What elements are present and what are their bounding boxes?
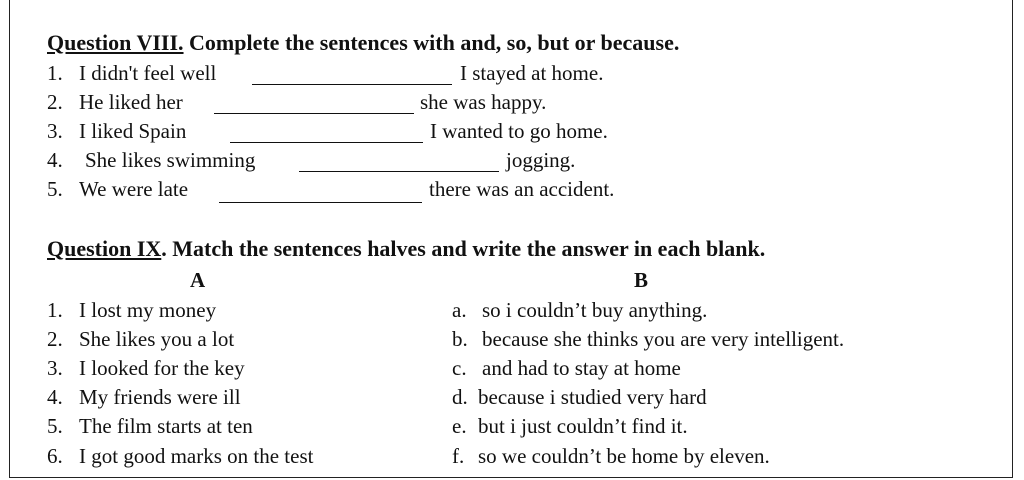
column-b-heading: B xyxy=(634,268,649,292)
item-text: but i just couldn’t find it. xyxy=(478,414,688,438)
sentence-start: She likes swimming xyxy=(85,148,256,172)
column-a-heading: A xyxy=(190,268,206,292)
q9-title xyxy=(47,236,765,262)
answer-blank[interactable] xyxy=(214,113,414,114)
item-letter: c. xyxy=(452,356,467,380)
q8-instruction: Complete the sentences with and, so, but or because. xyxy=(189,30,680,55)
item-text: because i studied very hard xyxy=(478,385,707,409)
item-text: because she thinks you are very intelligent. xyxy=(482,327,845,351)
item-text: I looked for the key xyxy=(79,356,245,380)
item-text: so i couldn’t buy anything. xyxy=(482,298,708,322)
sentence-start: I liked Spain xyxy=(79,119,187,143)
sentence-start: We were late xyxy=(79,177,189,201)
item-number: 2. xyxy=(47,90,63,114)
item-letter: a. xyxy=(452,298,467,322)
item-letter: f. xyxy=(452,444,465,468)
item-number: 3. xyxy=(47,119,63,143)
item-number: 1. xyxy=(47,298,63,322)
item-number: 2. xyxy=(47,327,63,351)
item-number: 3. xyxy=(47,356,63,380)
item-text: My friends were ill xyxy=(79,385,241,409)
item-text: The film starts at ten xyxy=(79,414,253,438)
item-text: I got good marks on the test xyxy=(79,444,314,468)
answer-blank[interactable] xyxy=(299,171,499,172)
item-text: so we couldn’t be home by eleven. xyxy=(478,444,770,468)
q8-item-5-end: there was an accident. xyxy=(429,177,615,201)
answer-blank[interactable] xyxy=(230,142,423,143)
item-number: 5. xyxy=(47,177,63,201)
item-number: 5. xyxy=(47,414,63,438)
item-letter: b. xyxy=(452,327,468,351)
sentence-start: I didn't feel well xyxy=(79,61,217,85)
q8-label: Question VIII. xyxy=(47,30,184,55)
item-number: 4. xyxy=(47,148,63,172)
item-number: 4. xyxy=(47,385,63,409)
q8-item-3-end: I wanted to go home. xyxy=(430,119,608,143)
item-text: She likes you a lot xyxy=(79,327,235,351)
item-letter: d. xyxy=(452,385,468,409)
q8-title xyxy=(47,30,679,56)
q8-item-2-end: she was happy. xyxy=(420,90,547,114)
item-number: 6. xyxy=(47,444,63,468)
item-text: and had to stay at home xyxy=(482,356,681,380)
answer-blank[interactable] xyxy=(252,84,452,85)
q9-label: Question IX xyxy=(47,236,162,261)
q8-item-1-end: I stayed at home. xyxy=(460,61,604,85)
item-text: I lost my money xyxy=(79,298,217,322)
q9-instruction: . Match the sentences halves and write the answer in each blank. xyxy=(161,236,766,261)
item-number: 1. xyxy=(47,61,63,85)
sentence-start: He liked her xyxy=(79,90,183,114)
item-letter: e. xyxy=(452,414,467,438)
answer-blank[interactable] xyxy=(219,202,422,203)
q8-item-4-end: jogging. xyxy=(506,148,576,172)
